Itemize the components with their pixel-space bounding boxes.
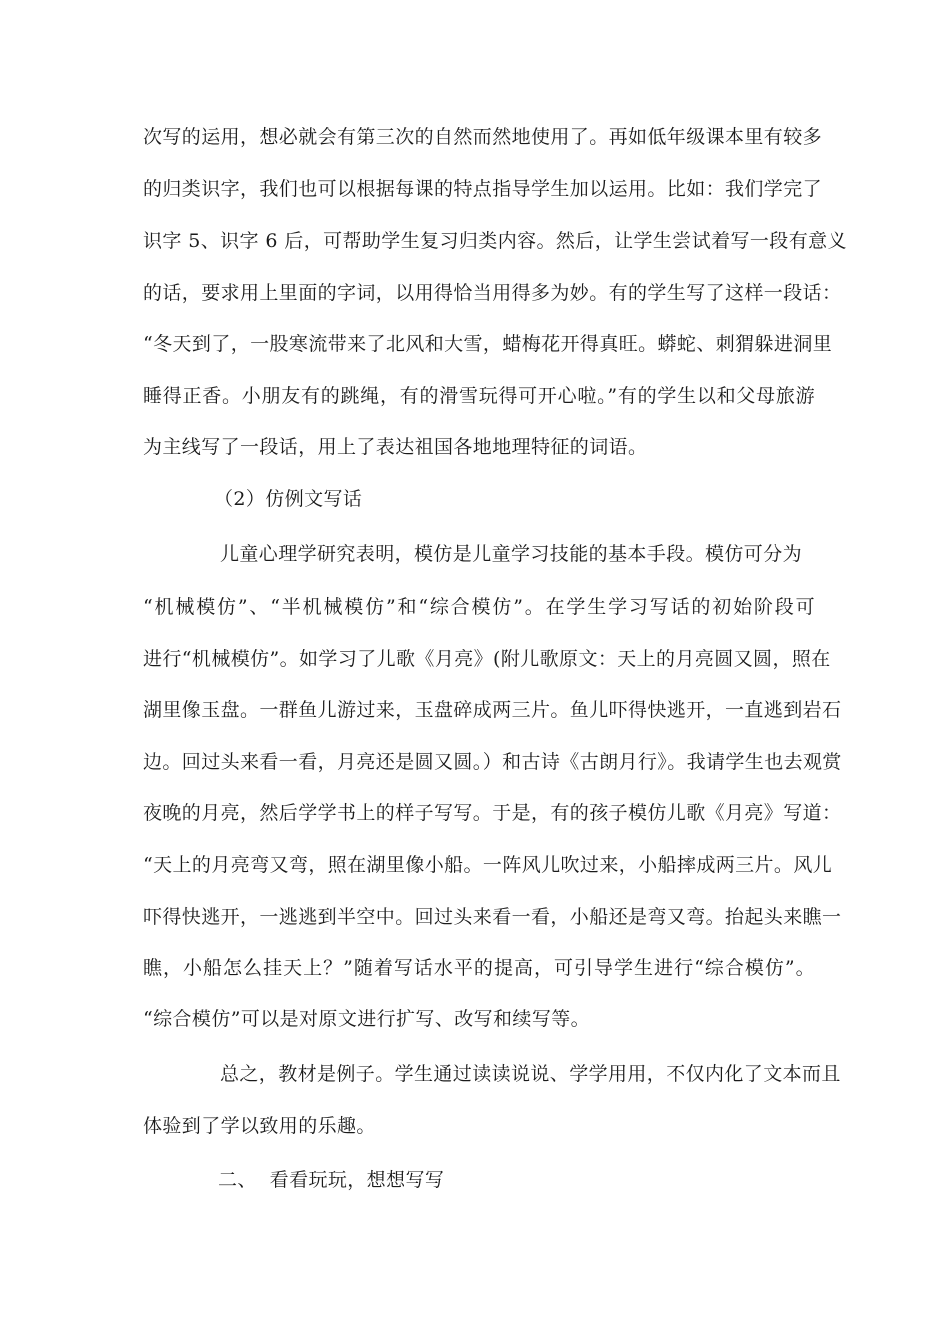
paragraph-line: 睡得正香。小朋友有的跳绳，有的滑雪玩得可开心啦。”有的学生以和父母旅游 [143, 385, 815, 407]
subheading: （2）仿例文写话 [214, 488, 363, 510]
paragraph-line: 边。回过头来看一看，月亮还是圆又圆。）和古诗《古朗月行》。我请学生也去观赏 [143, 751, 842, 773]
paragraph-line: 体验到了学以致用的乐趣。 [143, 1115, 376, 1137]
paragraph-line: 的话，要求用上里面的字词，以用得恰当用得多为妙。有的学生写了这样一段话： [143, 282, 842, 304]
paragraph-line: 夜晚的月亮，然后学学书上的样子写写。于是，有的孩子模仿儿歌《月亮》写道： [143, 802, 842, 824]
paragraph-line: 次写的运用，想必就会有第三次的自然而然地使用了。再如低年级课本里有较多 [143, 126, 823, 148]
paragraph-line: “综合模仿”可以是对原文进行扩写、改写和续写等。 [143, 1008, 591, 1030]
paragraph-line: “天上的月亮弯又弯，照在湖里像小船。一阵风儿吹过来，小船摔成两三片。风儿 [143, 854, 833, 876]
paragraph-line: 进行“机械模仿”。如学习了儿歌《月亮》(附儿歌原文：天上的月亮圆又圆，照在 [143, 648, 831, 670]
paragraph-line: 吓得快逃开，一逃逃到半空中。回过头来看一看，小船还是弯又弯。抬起头来瞧一 [143, 906, 842, 928]
paragraph-line: 瞧，小船怎么挂天上？”随着写话水平的提高，可引导学生进行“综合模仿”。 [143, 957, 815, 979]
paragraph-line: 儿童心理学研究表明，模仿是儿童学习技能的基本手段。模仿可分为 [220, 543, 803, 565]
paragraph-line: 识字 5、识字 6 后，可帮助学生复习归类内容。然后，让学生尝试着写一段有意义 [143, 230, 847, 252]
paragraph-line: 湖里像玉盘。一群鱼儿游过来，玉盘碎成两三片。鱼儿吓得快逃开，一直逃到岩石 [143, 699, 842, 721]
paragraph-line: 的归类识字，我们也可以根据每课的特点指导学生加以运用。比如：我们学完了 [143, 178, 823, 200]
paragraph-line: “冬天到了，一股寒流带来了北风和大雪，蜡梅花开得真旺。蟒蛇、刺猬躲进洞里 [143, 333, 833, 355]
paragraph-line: 总之，教材是例子。学生通过读读说说、学学用用，不仅内化了文本而且 [220, 1063, 841, 1085]
section-heading: 二、 看看玩玩，想想写写 [218, 1169, 445, 1191]
paragraph-line: 为主线写了一段话，用上了表达祖国各地地理特征的词语。 [143, 436, 648, 458]
paragraph-line: “机械模仿”、“半机械模仿”和“综合模仿”。在学生学习写话的初始阶段可 [143, 596, 815, 618]
